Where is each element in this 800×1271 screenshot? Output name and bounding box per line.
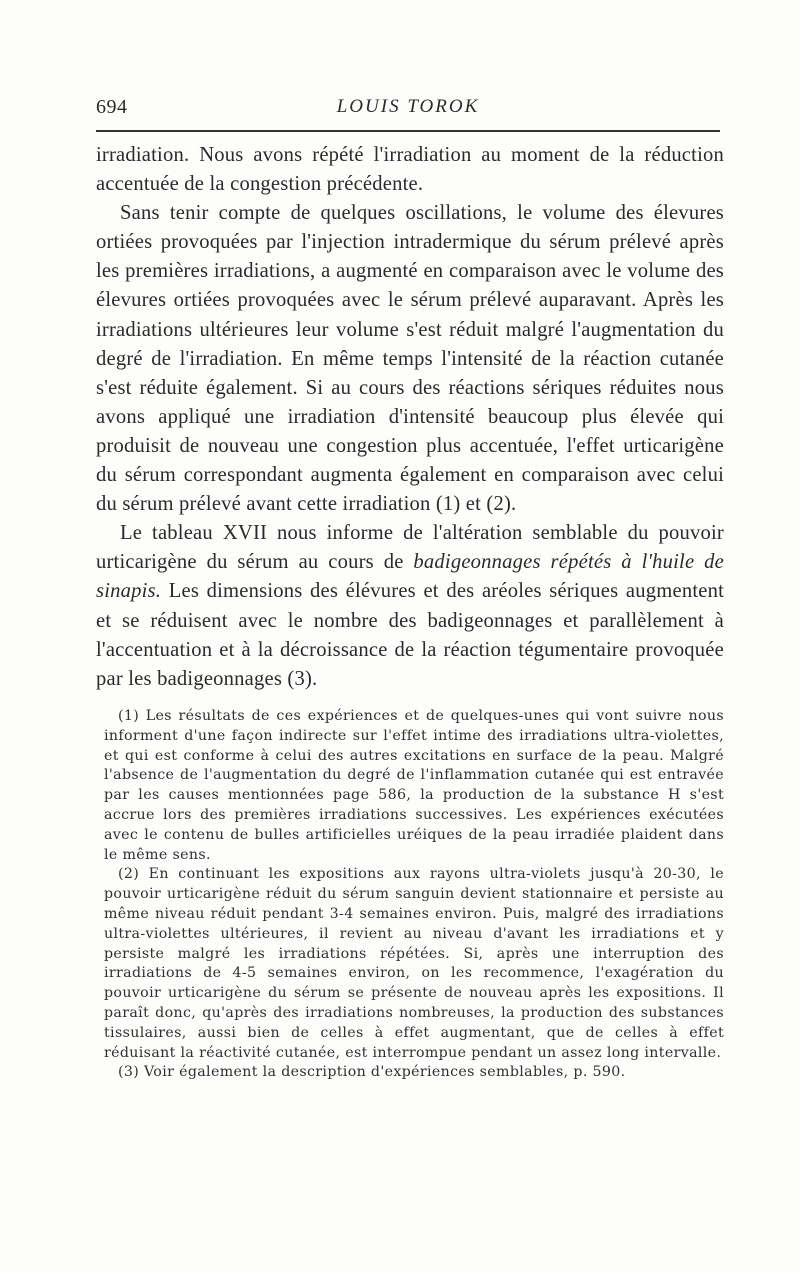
header-rule xyxy=(96,130,720,132)
paragraph-2: Sans tenir compte de quelques oscillations, le volume des élevures ortiées provoquées par l'injection intradermique du sérum prélevé après les premières irradiations, a augmenté en comparaison avec le volume des élevures ortiées provoquées avec le sérum prélevé auparavant. Après les irradiations ultérieures leur volume s'est réduit malgré l'augmentation du degré de l'irradiation. En même temps l'intensité de la réaction cutanée s'est réduite également. Si au cours des réactions sériques réduites nous avons appliqué une irradiation d'intensité beaucoup plus élevée qui produisit de nouveau une congestion plus accentuée, l'effet urticarigène du sérum correspondant augmenta également en comparaison avec celui du sérum prélevé avant cette irradiation (1) et (2). xyxy=(96,202,724,516)
running-title: LOUIS TOROK xyxy=(336,96,480,117)
footnote-2: (2) En continuant les expositions aux rayons ultra-violets jusqu'à 20-30, le pouvoir urticarigène réduit du sérum sanguin devient stationnaire et persiste au même niveau réduit pendant 3-4 semaines environ. Puis, malgré des irradiations ultra-violettes ultérieures, il revient au niveau d'avant les irradiations et y persiste malgré les irradiations répétées. Si, après une interruption des irradiations de 4-5 semaines environ, on les recommence, l'exagération du pouvoir urticarigène du sérum se présente de nouveau après les expositions. Il paraît donc, qu'après des irradiations nombreuses, la production des substances tissulaires, aussi bien de celles à effet augmentant, que de celles à effet réduisant la réactivité cutanée, est interrompue pendant un assez long intervalle. xyxy=(104,866,724,1061)
paragraph-3-text-b: Les dimensions des élévures et des aréoles sériques augmentent et se réduisent avec le nombre des badigeonnages et parallèlement à l'accentuation et à la décroissance de la réaction tégumentaire provoquée par les badigeonnages (3). xyxy=(96,580,724,690)
footnote-3: (3) Voir également la description d'expériences semblables, p. 590. xyxy=(118,1064,626,1081)
page-number: 694 xyxy=(96,96,128,118)
paragraph-1: irradiation. Nous avons répété l'irradiation au moment de la réduction accentuée de la congestion précédente. xyxy=(96,144,724,196)
footnote-1: (1) Les résultats de ces expériences et de quelques-unes qui vont suivre nous informent d'une façon indirecte sur l'effet intime des irradiations ultra-violettes, et qui est conforme à celui des autres excitations en surface de la peau. Malgré l'absence de l'augmentation du degré de l'inflammation cutanée qui est entravée par les causes mentionnées page 586, la production de la substance H s'est accrue lors des premières irradiations successives. Les expériences exécutées avec le contenu de bulles artificielles uréiques de la peau irradiée plaident dans le même sens. xyxy=(104,708,724,863)
main-text xyxy=(96,141,724,694)
paragraph-3-italic: badigeonnages répétés à l'huile de sinapis. xyxy=(96,551,724,603)
running-head xyxy=(96,96,720,122)
paragraph-3-text-a: Le tableau XVII nous informe de l'altération semblable du pouvoir urticarigène du sérum au cours de xyxy=(96,522,724,574)
footnotes xyxy=(104,707,724,1083)
paragraph-3 xyxy=(96,519,724,694)
